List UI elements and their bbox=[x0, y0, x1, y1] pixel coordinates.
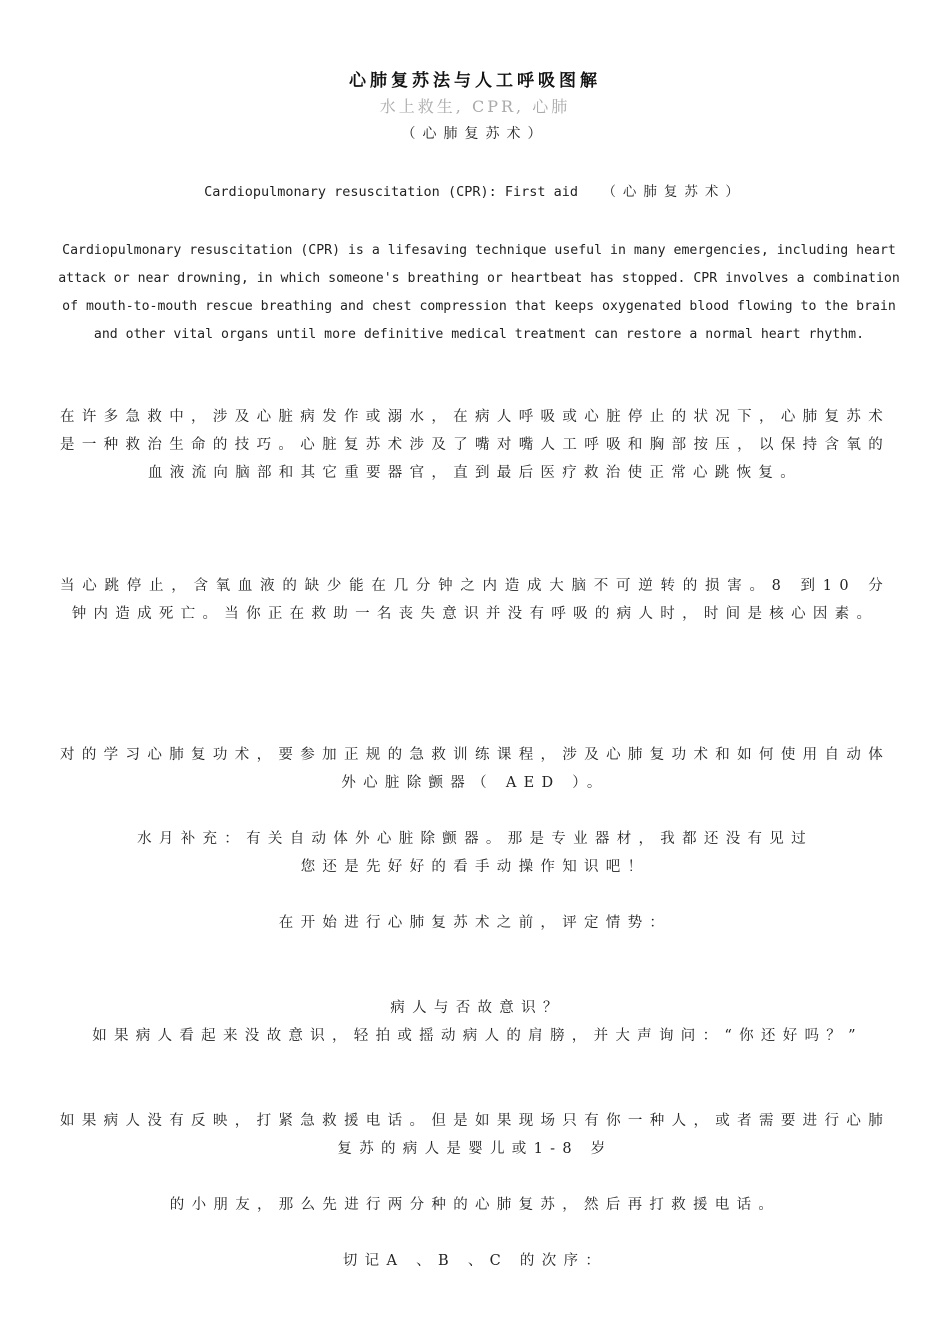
paragraph-children: 的小朋友，那么先进行两分种的心肺复苏，然后再打救援电话。 bbox=[169, 1197, 781, 1213]
english-paragraph: Cardiopulmonary resuscitation (CPR) is a lifesaving technique useful in many emergencies, including heart attack or near drowning, in which someone's breathing or heartbeat has stopped. CPR involves a combination of mouth-to-mouth rescue breathing and chest compression that keeps oxygenated blood flowing to the brain and other vital organs until more definitive medical treatment can restore a normal heart rhythm. bbox=[58, 243, 900, 342]
paragraph-supplement bbox=[60, 825, 890, 881]
paragraph-abc-order: 切记A 、B 、C 的次序： bbox=[342, 1253, 608, 1269]
english-heading bbox=[60, 181, 890, 203]
paragraph-consciousness bbox=[85, 994, 870, 1050]
paragraph-brain-damage: 当心跳停止，含氧血液的缺少能在几分钟之内造成大脑不可逆转的损害。8 到10 分钟内造成死亡。当你正在救助一名丧失意识并没有呼吸的病人时，时间是核心因素。 bbox=[60, 578, 890, 622]
page-title: 心肺复苏法与人工呼吸图解 bbox=[349, 71, 601, 91]
supplement-line-1: 水月补充：有关自动体外心脏除颤器。那是专业器材，我都还没有见过 bbox=[137, 831, 813, 847]
english-heading-text: Cardiopulmonary resuscitation (CPR): First aid bbox=[204, 184, 603, 200]
paragraph-training: 对的学习心肺复功术，要参加正规的急救训练课程，涉及心肺复功术和如何使用自动体外心脏除颤器（ AED ）。 bbox=[60, 747, 890, 791]
page-subtitle-chinese: （心肺复苏术） bbox=[401, 126, 549, 142]
paragraph-call-help: 如果病人没有反映，打紧急救援电话。但是如果现场只有你一种人，或者需要进行心肺复苏的病人是婴儿或1-8 岁 bbox=[60, 1113, 890, 1157]
paragraph-intro: 在许多急救中，涉及心脏病发作或溺水，在病人呼吸或心脏停止的状况下，心肺复苏术是一种救治生命的技巧。心脏复苏术涉及了嘴对嘴人工呼吸和胸部按压，以保持含氧的血液流向脑部和其它重要器官，直到最后医疗救治使正常心跳恢复。 bbox=[60, 409, 890, 481]
consciousness-question: 病人与否故意识？ bbox=[390, 1000, 565, 1016]
english-heading-zh: （心肺复苏术） bbox=[602, 184, 746, 200]
supplement-line-2: 您还是先好好的看手动操作知识吧！ bbox=[300, 859, 650, 875]
consciousness-instruction: 如果病人看起来没故意识，轻拍或摇动病人的肩膀，并大声询问：“你还好吗？” bbox=[92, 1028, 863, 1044]
paragraph-assess: 在开始进行心肺复苏术之前，评定情势： bbox=[278, 915, 672, 931]
page-subtitle-keywords: 水上救生, CPR, 心肺 bbox=[379, 97, 571, 116]
